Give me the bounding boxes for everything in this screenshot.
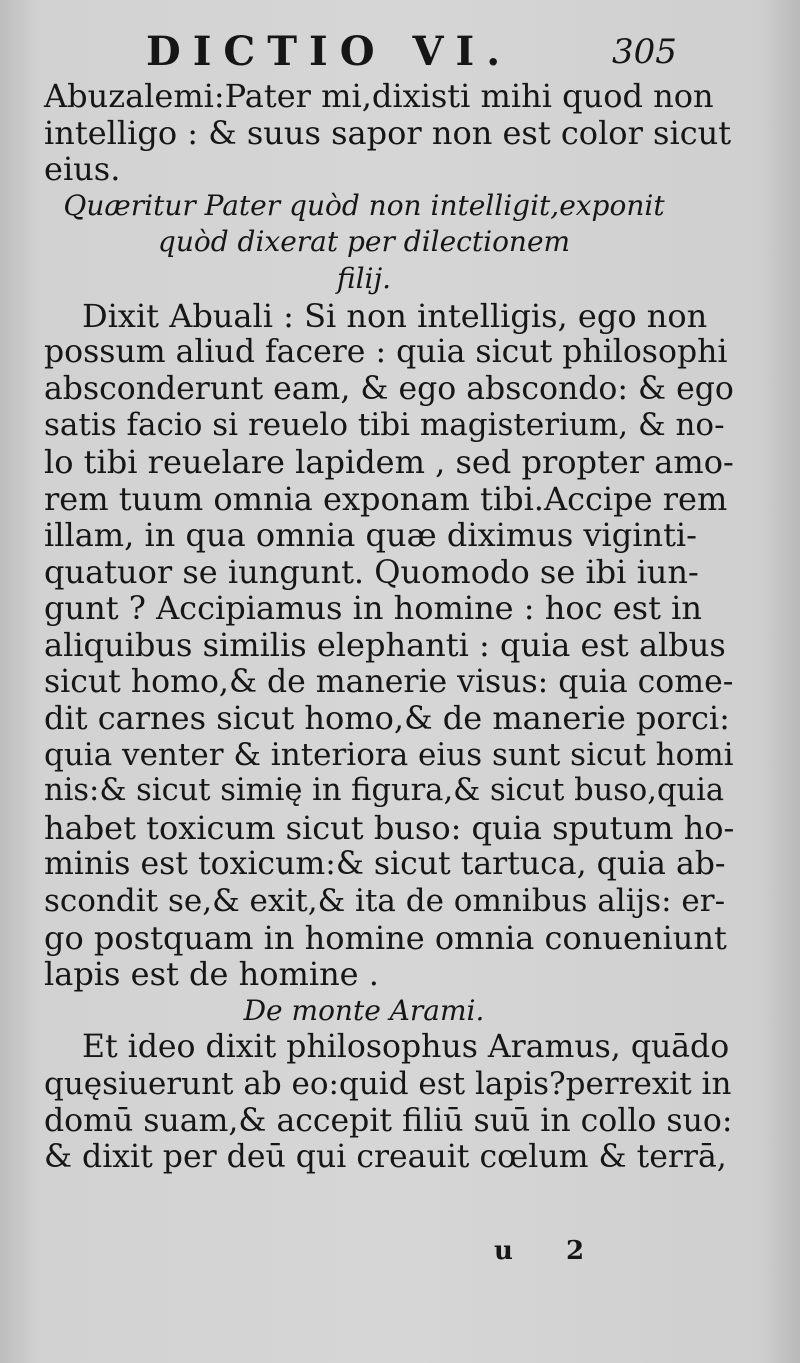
text-line: lapis est de homine . [44,955,379,994]
text-line: dit carnes sicut homo,& de manerie porci: [44,699,730,738]
running-head: DICTIO VI. [146,28,513,75]
text-line: habet toxicum sicut buso: quia sputum ho- [44,808,735,847]
text-line: nis:& sicut simię in figura,& sicut buso,quia [44,773,725,809]
text-line: & dixit per deū qui creauit cœlum & terrā, [44,1139,727,1176]
text-line: possum aliud facere : quia sicut philosophi [44,334,728,371]
rubric-line: quòd dixerat per dilectionem [157,225,571,259]
text-line: aliquibus similis elephanti : quia est albus [44,625,726,664]
text-line: satis facio si reuelo tibi magisterium, & no- [44,407,725,444]
text-line: domū suam,& accepit filiū suū in collo suo: [44,1102,733,1139]
text-line: absconderunt eam, & ego abscondo: & ego [44,370,734,407]
paragraph-start-line: Et ideo dixit philosophus Aramus, quādo [82,1029,730,1066]
text-line: quęsiuerunt ab eo:quid est lapis?perrexit in [44,1066,732,1103]
text-line: go postquam in homine omnia conueniunt [44,918,727,957]
rubric-line: filij. [336,261,392,295]
page-number: 305 [612,32,677,72]
text-line: lo tibi reuelare lapidem , sed propter amo- [44,442,734,481]
text-line: quatuor se iungunt. Quomodo se ibi iun- [44,552,699,591]
text-line: intelligo : & suus sapor non est color sicut [44,113,732,152]
text-line: illam, in qua omnia quæ diximus viginti- [44,516,697,555]
text-line: gunt ? Accipiamus in homine : hoc est in [44,589,702,628]
text-line: quia venter & interiora eius sunt sicut homi [44,736,734,773]
paragraph-start-line: Dixit Abuali : Si non intelligis, ego non [82,296,708,335]
text-line: sicut homo,& de manerie visus: quia come- [44,663,734,700]
text-line: eius. [44,150,121,189]
rubric-line: Quæritur Pater quòd non intelligit,exponit [63,188,665,222]
text-line: minis est toxicum:& sicut tartuca, quia ab- [44,846,726,883]
signature-mark: u 2 [494,1236,607,1266]
text-line: Abuzalemi:Pater mi,dixisti mihi quod non [44,77,714,115]
rubric-line: De monte Arami. [243,993,485,1027]
text-line: scondit se,& exit,& ita de omnibus alijs: er- [44,883,726,920]
text-line: rem tuum omnia exponam tibi.Accipe rem [44,479,728,518]
text-block [44,77,735,1176]
